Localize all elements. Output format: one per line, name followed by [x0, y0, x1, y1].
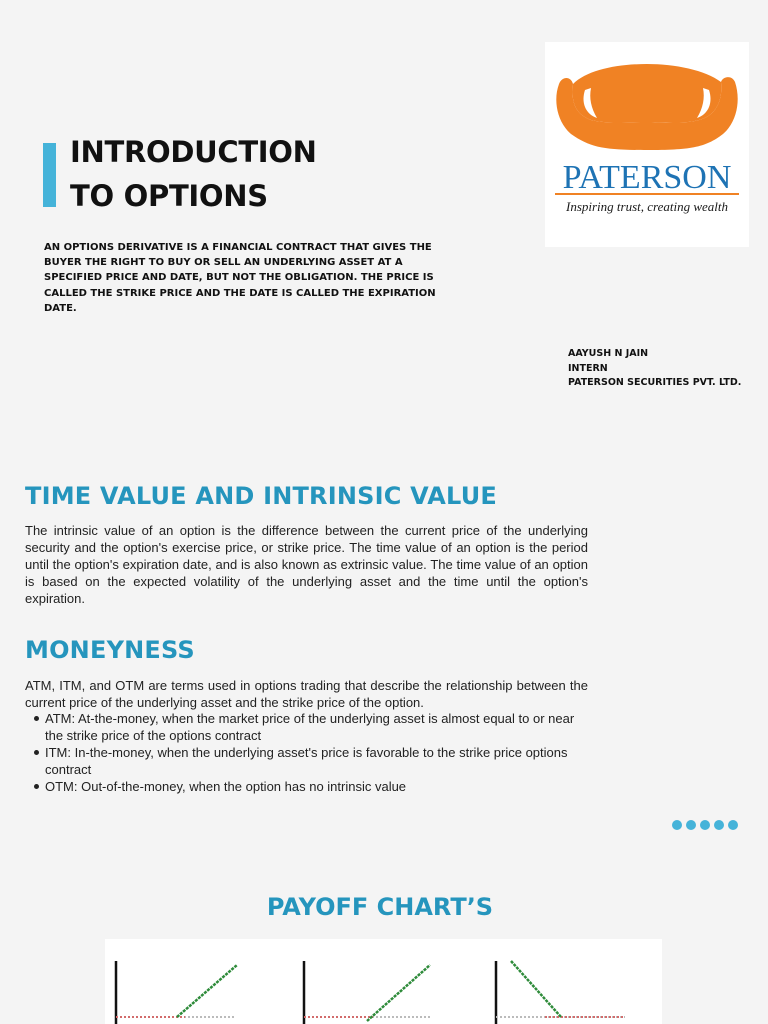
- paterson-logo: [545, 42, 749, 247]
- title-line-2: TO OPTIONS: [70, 179, 268, 213]
- list-item-otm: OTM: Out-of-the-money, when the option has no intrinsic value: [33, 778, 588, 795]
- intro-paragraph: AN OPTIONS DERIVATIVE IS A FINANCIAL CONTRACT THAT GIVES THE BUYER THE RIGHT TO BUY OR SELL AN UNDERLYING ASSET AT A SPECIFIED PRICE AND DATE, BUT NOT THE OBLIGATION. THE PRICE IS CALLED THE STRIKE PRICE AND THE DATE IS CALLED THE EXPIRATION DATE.: [44, 242, 436, 314]
- section-heading-time-value: TIME VALUE AND INTRINSIC VALUE: [25, 482, 497, 510]
- dot-3: [700, 820, 710, 830]
- section-heading-payoff: PAYOFF CHART’S: [266, 893, 494, 921]
- dot-5: [728, 820, 738, 830]
- logo-tagline: Inspiring trust, creating wealth: [565, 199, 729, 214]
- author-block: [568, 347, 741, 391]
- payoff-charts-graphic: [105, 939, 662, 1024]
- author-company: PATERSON SECURITIES PVT. LTD.: [568, 377, 742, 388]
- title-line-1: INTRODUCTION: [70, 135, 317, 169]
- decorative-dots: [672, 820, 738, 830]
- author-role: INTERN: [568, 362, 608, 374]
- moneyness-list: [33, 710, 588, 795]
- paterson-logo-graphic: [545, 42, 749, 247]
- dot-2: [686, 820, 696, 830]
- logo-wordmark: PATERSON: [562, 159, 732, 196]
- list-item-atm: ATM: At-the-money, when the market price of the underlying asset is almost equal to or near the strike price of the options contract: [33, 710, 588, 744]
- payoff-chart-1: [116, 961, 237, 1024]
- payoff-chart-2: [304, 961, 430, 1024]
- payoff-charts-image: [105, 939, 662, 1024]
- moneyness-paragraph: ATM, ITM, and OTM are terms used in options trading that describe the relationship between the current price of the underlying asset and the strike price of the option.: [25, 678, 588, 710]
- title-accent-bar: [43, 143, 56, 207]
- payoff-chart-3: [496, 961, 625, 1024]
- list-item-itm: ITM: In-the-money, when the underlying asset's price is favorable to the strike price options contract: [33, 744, 588, 778]
- page-title: [70, 130, 317, 218]
- dot-1: [672, 820, 682, 830]
- section-heading-moneyness: MONEYNESS: [25, 636, 195, 664]
- dot-4: [714, 820, 724, 830]
- author-name: AAYUSH N JAIN: [568, 348, 649, 359]
- time-value-paragraph: The intrinsic value of an option is the difference between the current price of the underlying security and the option's exercise price, or strike price. The time value of an option is the period until the option's expiration date, and is also known as extrinsic value. The time value of an option is based on the expected volatility of the underlying asset and the time until the option's expiration.: [25, 523, 588, 606]
